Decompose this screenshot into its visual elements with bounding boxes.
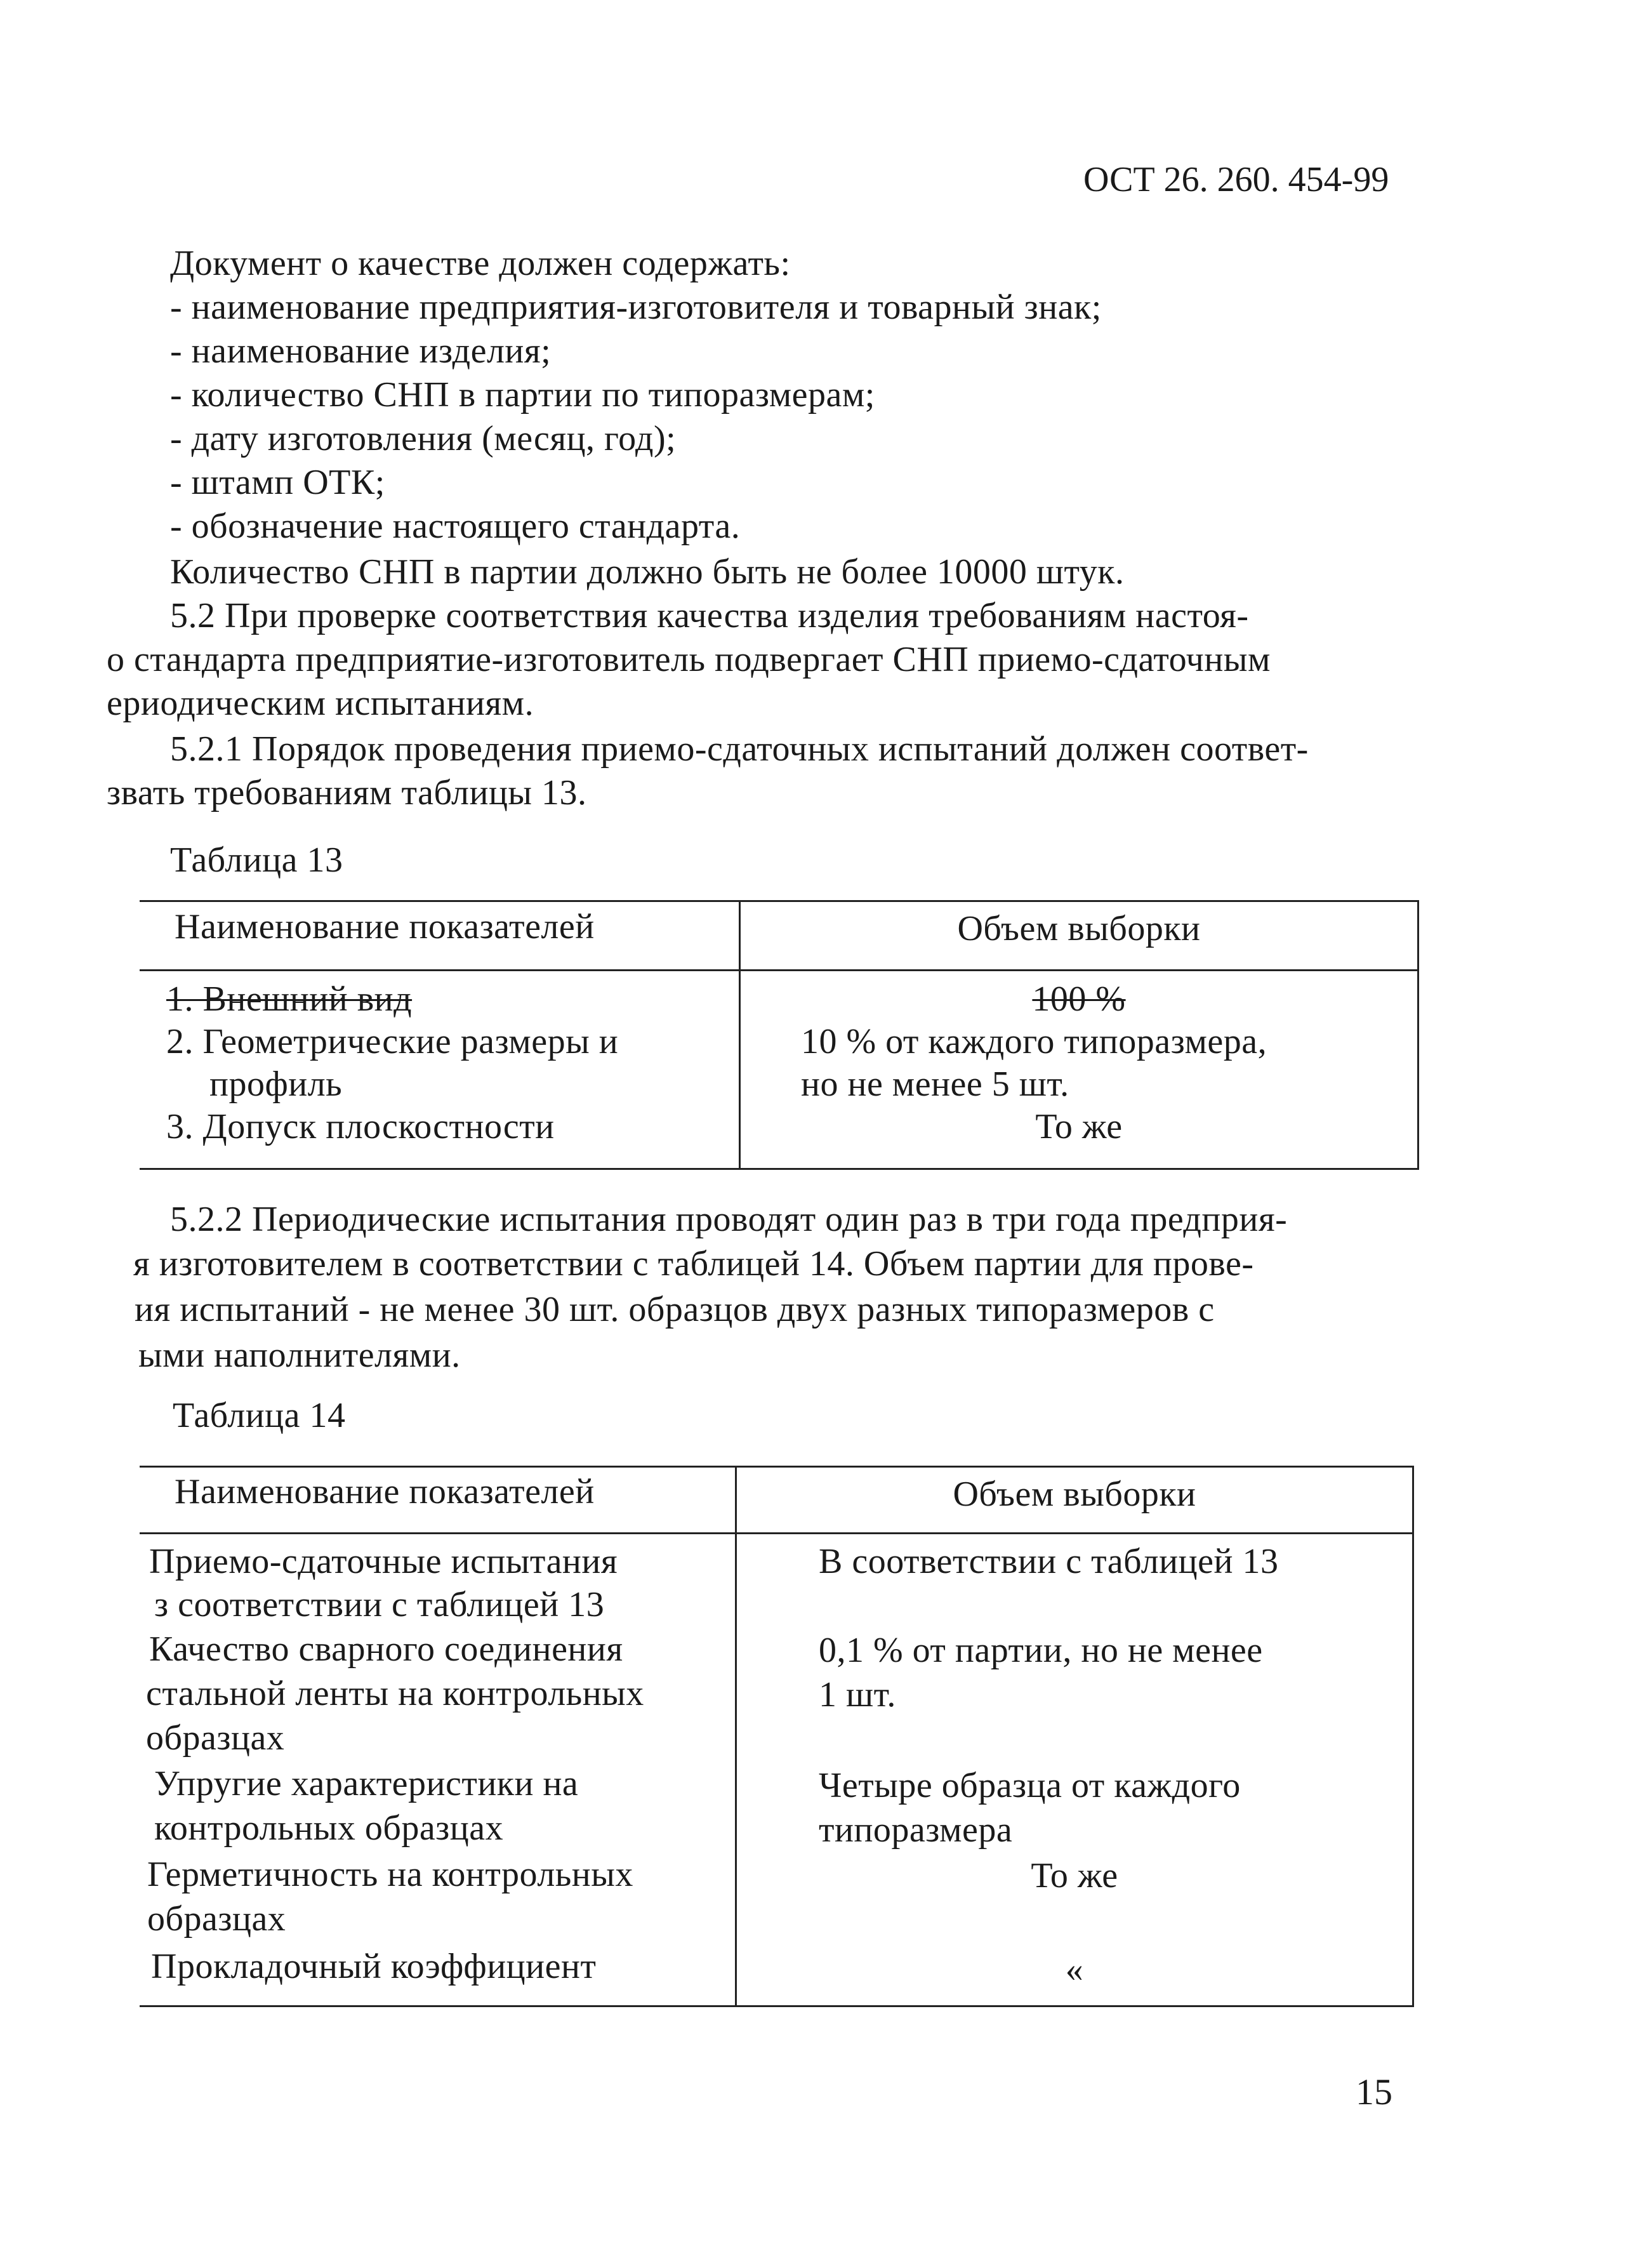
section-5-2-2-line: ия испытаний - не менее 30 шт. образцов двух разных типоразмеров с xyxy=(135,1290,1215,1329)
list-item: - обозначение настоящего стандарта. xyxy=(170,507,741,546)
page-number: 15 xyxy=(1356,2071,1392,2112)
table-cell: То же xyxy=(1035,1107,1123,1146)
table-border xyxy=(1417,900,1419,1170)
section-5-2-2-line: ыми наполнителями. xyxy=(138,1336,461,1375)
table13-caption: Таблица 13 xyxy=(170,840,343,880)
table-cell: Четыре образца от каждого xyxy=(819,1766,1241,1805)
table-border xyxy=(140,1168,1419,1170)
section-5-2-1-line: 5.2.1 Порядок проведения приемо-сдаточных испытаний должен соответ- xyxy=(170,729,1309,769)
table-cell: 1. Внешний вид xyxy=(166,979,413,1019)
table-cell: 100 % xyxy=(1032,979,1126,1019)
table-border xyxy=(140,900,1419,902)
table-border xyxy=(735,1466,737,2007)
quality-document-lead: Документ о качестве должен содержать: xyxy=(170,244,791,283)
document-code: ОСТ 26. 260. 454-99 xyxy=(1083,160,1389,199)
section-5-2-line: о стандарта предприятие-изготовитель подвергает СНП приемо-сдаточным xyxy=(107,640,1271,679)
table-cell: контрольных образцах xyxy=(154,1808,504,1848)
table-border xyxy=(140,1466,1414,1468)
table-cell: 10 % от каждого типоразмера, xyxy=(801,1022,1267,1061)
table-cell: « xyxy=(1065,1950,1084,1989)
table-cell: 3. Допуск плоскостности xyxy=(166,1107,555,1146)
section-5-2-line: ериодическим испытаниям. xyxy=(107,684,534,723)
table-cell: То же xyxy=(1031,1856,1118,1895)
table-header: Объем выборки xyxy=(953,1475,1196,1514)
table-cell: но не менее 5 шт. xyxy=(801,1064,1069,1104)
table14-caption: Таблица 14 xyxy=(173,1396,346,1435)
table-cell: Приемо-сдаточные испытания xyxy=(149,1542,618,1581)
table-cell: Герметичность на контрольных xyxy=(147,1855,633,1894)
table-header: Объем выборки xyxy=(957,909,1201,948)
table-header: Наименование показателей xyxy=(175,907,595,946)
table-cell: 1 шт. xyxy=(819,1675,896,1714)
section-5-2-2-line: 5.2.2 Периодические испытания проводят один раз в три года предприя- xyxy=(170,1200,1288,1239)
table-cell: 0,1 % от партии, но не менее xyxy=(819,1631,1263,1670)
list-item: - штамп ОТК; xyxy=(170,463,385,502)
table-border xyxy=(140,969,1419,971)
list-item: - наименование изделия; xyxy=(170,331,552,371)
table-cell: стальной ленты на контрольных xyxy=(146,1674,644,1713)
section-5-2-1-line: звать требованиям таблицы 13. xyxy=(107,773,587,812)
table-border xyxy=(1412,1466,1414,2007)
table-border xyxy=(140,1532,1414,1534)
table-cell: з соответствии с таблицей 13 xyxy=(154,1585,605,1624)
list-item: - количество СНП в партии по типоразмерам; xyxy=(170,375,875,414)
table-cell: Упругие характеристики на xyxy=(154,1764,579,1803)
table-cell: В соответствии с таблицей 13 xyxy=(819,1542,1279,1581)
section-5-2-2-line: я изготовителем в соответствии с таблицей 14. Объем партии для прове- xyxy=(133,1244,1254,1283)
list-item: - наименование предприятия-изготовителя и товарный знак; xyxy=(170,288,1102,327)
table-cell: образцах xyxy=(146,1718,285,1758)
table-cell: 2. Геометрические размеры и xyxy=(166,1022,619,1061)
table-cell: профиль xyxy=(209,1064,343,1104)
batch-quantity-note: Количество СНП в партии должно быть не более 10000 штук. xyxy=(170,552,1125,592)
table-cell: Качество сварного соединения xyxy=(149,1629,623,1669)
table-cell: Прокладочный коэффициент xyxy=(151,1947,597,1986)
table-header: Наименование показателей xyxy=(175,1472,595,1511)
list-item: - дату изготовления (месяц, год); xyxy=(170,419,677,458)
section-5-2-line: 5.2 При проверке соответствия качества изделия требованиям настоя- xyxy=(170,596,1249,635)
table-cell: образцах xyxy=(147,1899,286,1939)
table-cell: типоразмера xyxy=(819,1810,1013,1850)
table-border xyxy=(140,2005,1414,2007)
